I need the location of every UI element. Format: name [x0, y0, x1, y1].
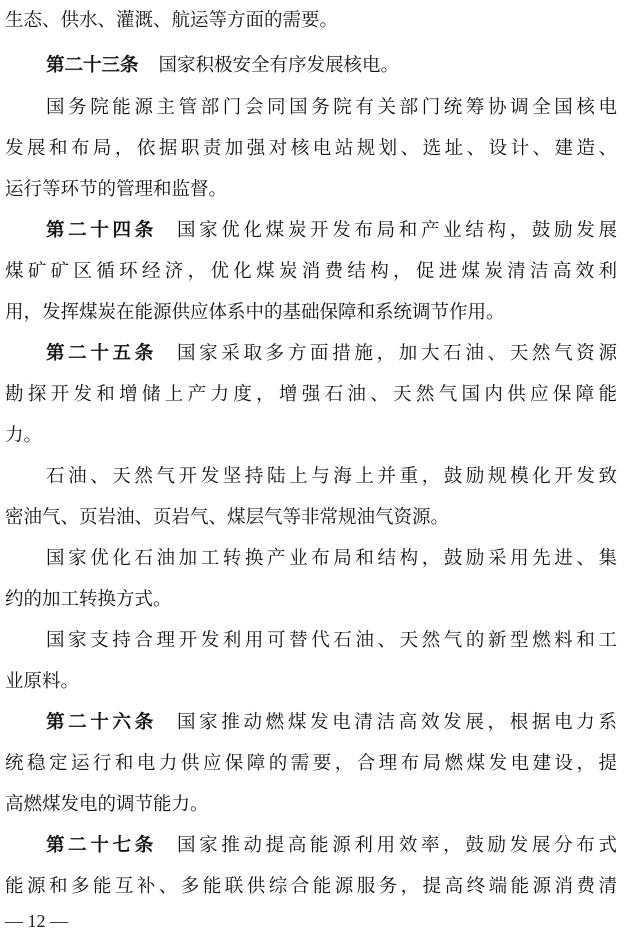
text-line [5, 374, 617, 415]
line-text: 勘探开发和增储上产力度，增强石油、天然气国内供应保障能 [5, 384, 617, 405]
article-label-24: 第二十四条 [46, 220, 157, 241]
article-label-27: 第二十七条 [46, 835, 157, 856]
text-line [5, 784, 617, 825]
line-text: 统稳定运行和电力供应保障的需要，合理布局燃煤发电建设，提 [5, 753, 617, 774]
article-label-23: 第二十三条 [46, 55, 139, 76]
line-text: 国家推动燃煤发电清洁高效发展，根据电力系 [176, 712, 617, 733]
page-number: — 12 — [5, 911, 68, 931]
article-label-26: 第二十六条 [46, 712, 157, 733]
text-line [46, 538, 617, 579]
line-text: 发展和布局，依据职责加强对核电站规划、选址、设计、建造、 [5, 138, 617, 159]
line-text: 国家支持合理开发利用可替代石油、天然气的新型燃料和工 [46, 630, 617, 651]
text-line [5, 866, 617, 907]
text-line [5, 169, 617, 210]
line-text: 力。 [5, 425, 43, 446]
line-text: 石油、天然气开发坚持陆上与海上并重，鼓励规模化开发致 [46, 466, 617, 487]
text-line [5, 128, 617, 169]
line-text: 国务院能源主管部门会同国务院有关部门统筹协调全国核电 [46, 97, 617, 118]
line-text: 煤矿矿区循环经济，优化煤炭消费结构，促进煤炭清洁高效利 [5, 261, 617, 282]
line-text: 国家优化煤炭开发布局和产业结构，鼓励发展 [176, 220, 617, 241]
article-25-heading [46, 333, 617, 374]
text-line [5, 661, 617, 702]
article-27-heading [46, 825, 617, 866]
text-line [5, 415, 617, 456]
text-line [5, 251, 617, 292]
line-text: 国家推动提高能源利用效率，鼓励发展分布式 [176, 835, 617, 856]
text-line [5, 743, 617, 784]
text-line [46, 87, 617, 128]
text-line [46, 456, 617, 497]
line-text: 国家优化石油加工转换产业布局和结构，鼓励采用先进、集 [46, 548, 617, 569]
text-line [5, 292, 617, 333]
line-text: 用，发挥煤炭在能源供应体系中的基础保障和系统调节作用。 [5, 302, 505, 323]
line-text: 生态、供水、灌溉、航运等方面的需要。 [5, 10, 339, 31]
line-text: 业原料。 [5, 671, 80, 692]
text-line [5, 497, 617, 538]
text-line [5, 579, 617, 620]
text-line [46, 620, 617, 661]
line-text: 运行等环节的管理和监督。 [5, 179, 228, 200]
line-text: 高燃煤发电的调节能力。 [5, 794, 209, 815]
article-26-heading [46, 702, 617, 743]
line-text: 能源和多能互补、多能联供综合能源服务，提高终端能源消费清 [5, 876, 617, 897]
line-text: 密油气、页岩油、页岩气、煤层气等非常规油气资源。 [5, 507, 450, 528]
line-text: 约的加工转换方式。 [5, 589, 172, 610]
article-label-25: 第二十五条 [46, 343, 157, 364]
text-line [5, 0, 617, 41]
article-23-heading [46, 45, 617, 86]
line-text: 国家采取多方面措施，加大石油、天然气资源 [176, 343, 617, 364]
line-text: 国家积极安全有序发展核电。 [158, 55, 400, 76]
article-24-heading [46, 210, 617, 251]
